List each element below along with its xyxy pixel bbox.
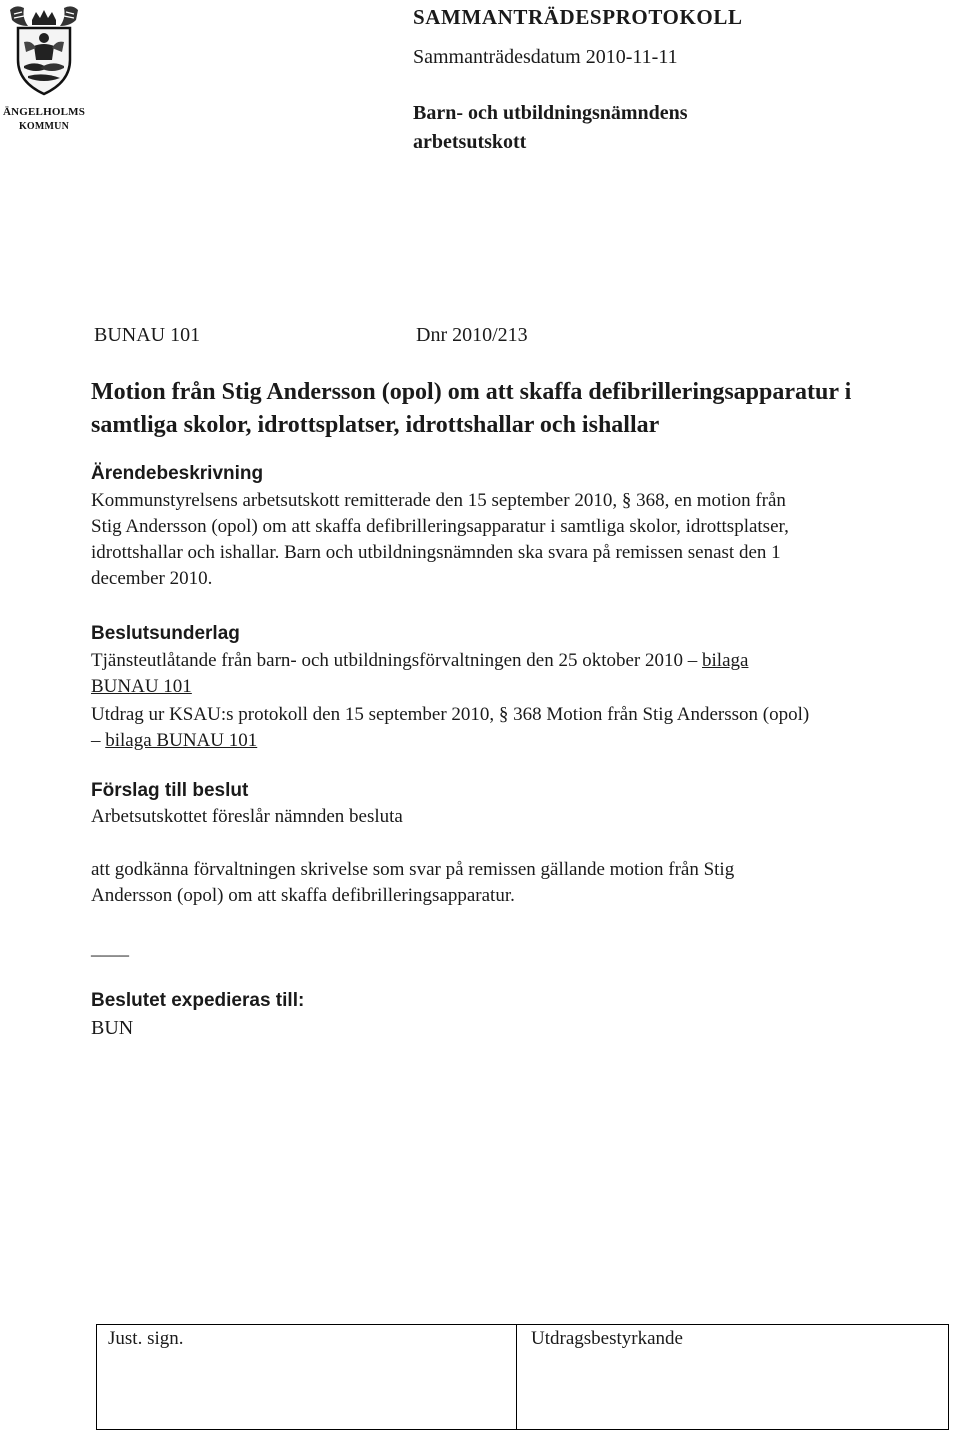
paragraph-line: december 2010. xyxy=(91,568,213,589)
signature-box xyxy=(96,1324,949,1430)
expedieras-heading: Beslutet expedieras till: xyxy=(91,990,305,1011)
paragraph-line: att godkänna förvaltningen skrivelse som svar på remissen gällande motion från Stig xyxy=(91,859,735,880)
beslutsunderlag-item-1 xyxy=(91,648,748,700)
attachment-description: Tjänsteutlåtande från barn- och utbildningsförvaltningen den 25 oktober 2010 – xyxy=(91,650,698,671)
separator-line: ____ xyxy=(91,938,129,959)
forslag-heading: Förslag till beslut xyxy=(91,780,249,801)
municipality-logo xyxy=(2,2,86,137)
dash: – xyxy=(91,730,101,751)
attachment-link[interactable]: bilaga xyxy=(702,650,749,671)
paragraph-line: Stig Andersson (opol) om att skaffa defibrilleringsapparatur i samtliga skolor, idrottsplatser, xyxy=(91,516,789,537)
forslag-intro: Arbetsutskottet föreslår nämnden besluta xyxy=(91,806,403,827)
utdragsbestyrkande-label: Utdragsbestyrkande xyxy=(531,1328,683,1349)
motion-title-line: samtliga skolor, idrottsplatser, idrottshallar och ishallar xyxy=(91,412,660,438)
logo-name-line1: ÄNGELHOLMS xyxy=(2,106,86,118)
attachment-link[interactable]: BUNAU 101 xyxy=(91,676,192,697)
document-type-title: SAMMANTRÄDESPROTOKOLL xyxy=(413,5,743,29)
case-id: BUNAU 101 xyxy=(94,324,201,346)
motion-title xyxy=(91,376,851,442)
paragraph-line: idrottshallar och ishallar. Barn och utbildningsnämnden ska svara på remissen senast den 1 xyxy=(91,542,781,563)
just-sign-label: Just. sign. xyxy=(108,1328,184,1349)
expedieras-recipient: BUN xyxy=(91,1017,134,1039)
beslutsunderlag-heading: Beslutsunderlag xyxy=(91,623,240,644)
paragraph-line: Andersson (opol) om att skaffa defibrilleringsapparatur. xyxy=(91,885,515,906)
meeting-date: Sammanträdesdatum 2010-11-11 xyxy=(413,46,678,68)
attachment-description: Utdrag ur KSAU:s protokoll den 15 september 2010, § 368 Motion från Stig Andersson (opol) xyxy=(91,704,810,725)
committee-name: Barn- och utbildningsnämndens arbetsutskott xyxy=(413,102,688,153)
logo-name-line2: KOMMUN xyxy=(18,121,70,132)
motion-title-line: Motion från Stig Andersson (opol) om att skaffa defibrilleringsapparatur i xyxy=(91,379,852,405)
arendebeskrivning-text xyxy=(91,488,789,592)
arendebeskrivning-heading: Ärendebeskrivning xyxy=(91,463,264,484)
forslag-proposal xyxy=(91,857,734,909)
beslutsunderlag-item-2 xyxy=(91,702,809,754)
paragraph-line: Kommunstyrelsens arbetsutskott remitterade den 15 september 2010, § 368, en motion från xyxy=(91,490,786,511)
signature-divider xyxy=(516,1325,517,1429)
diary-number: Dnr 2010/213 xyxy=(416,324,528,346)
attachment-link[interactable]: bilaga BUNAU 101 xyxy=(105,730,258,751)
coat-of-arms-icon xyxy=(2,2,86,98)
